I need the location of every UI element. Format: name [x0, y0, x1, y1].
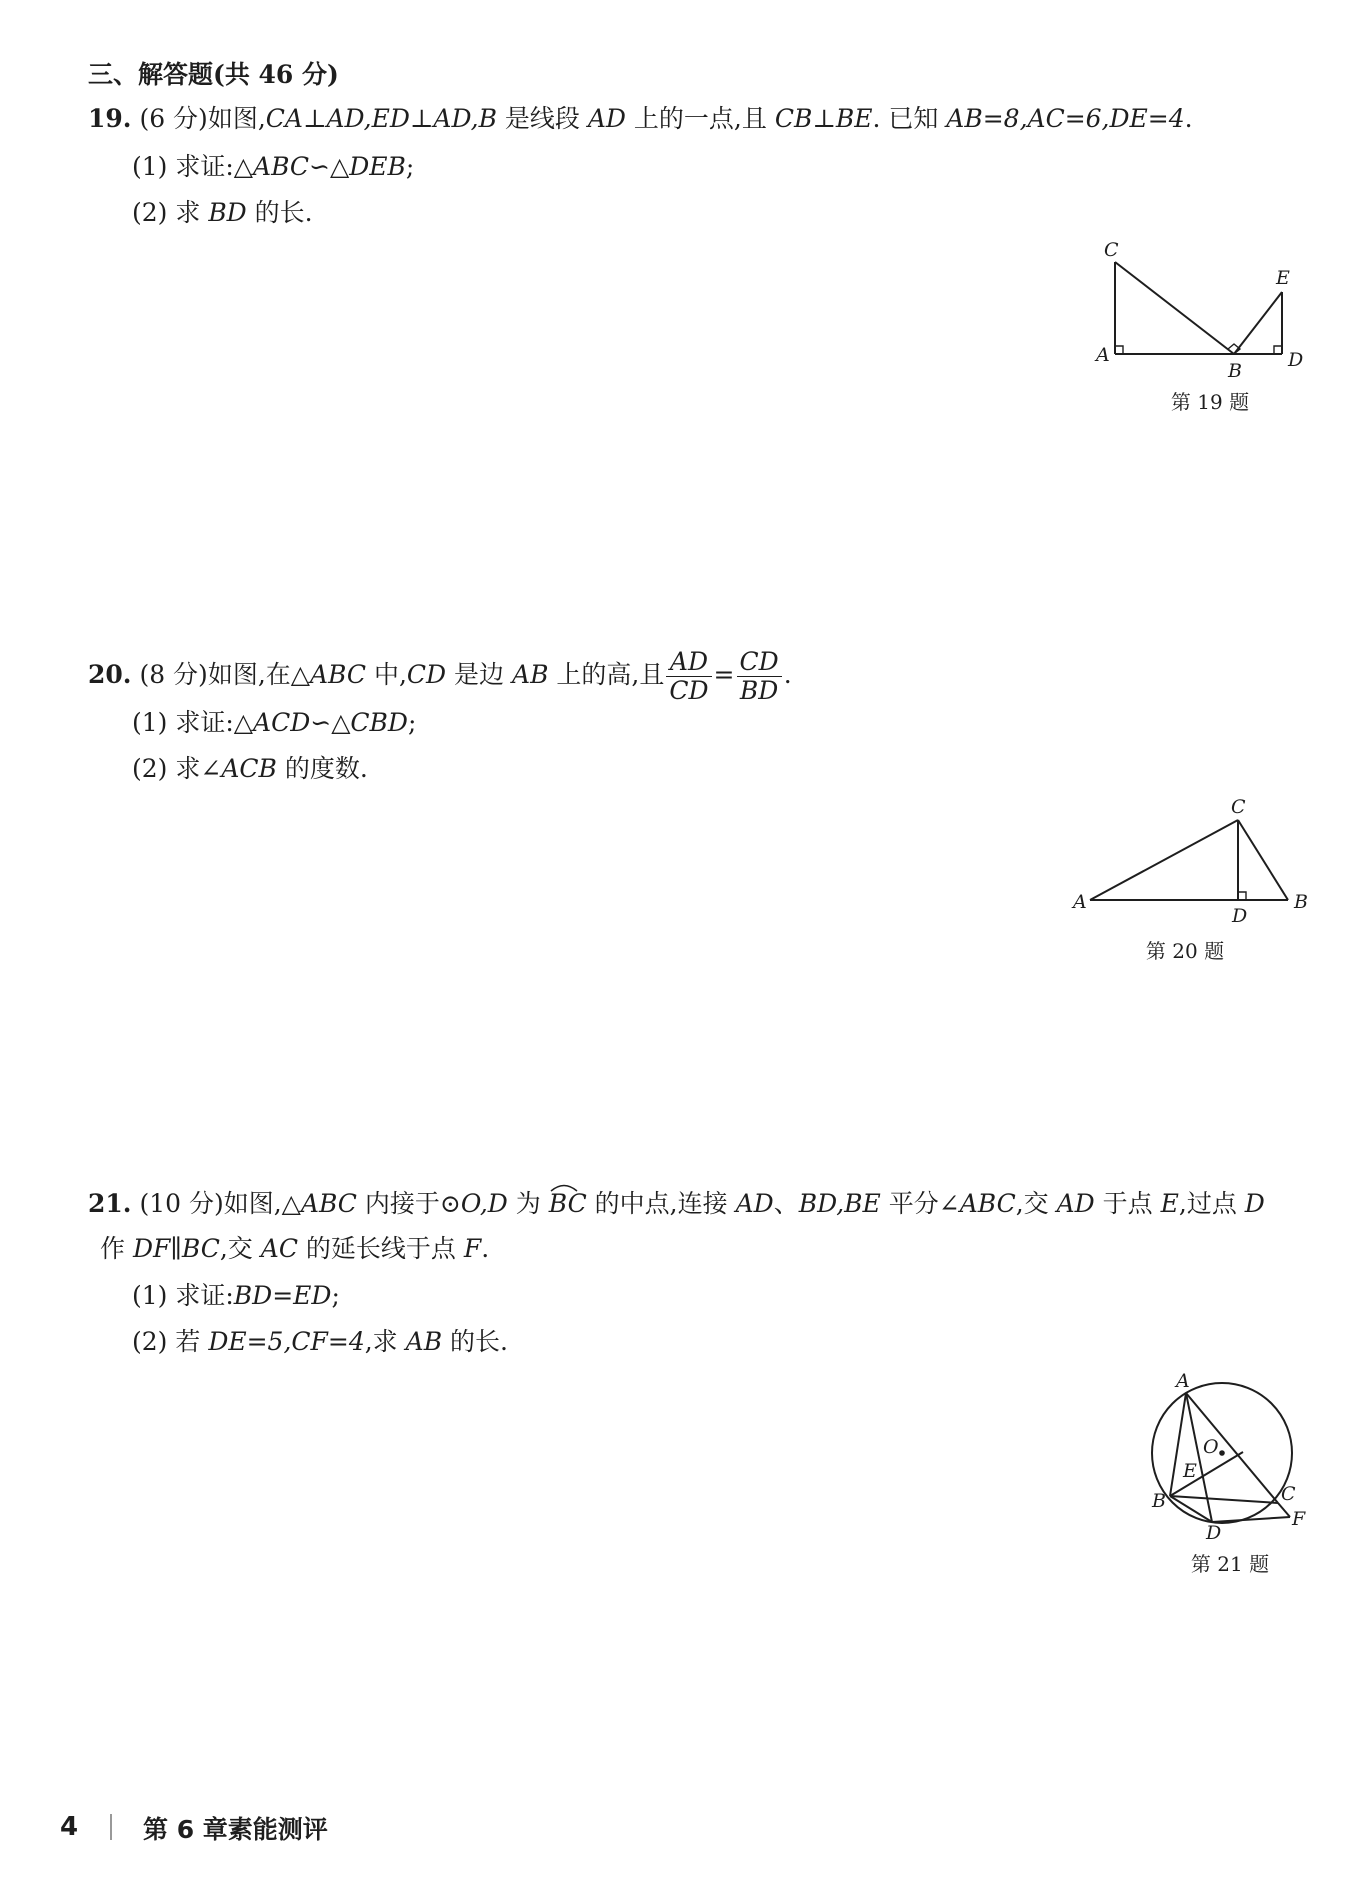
label-d: D: [1288, 349, 1304, 371]
label-c: C: [1104, 239, 1119, 261]
label-a: A: [1096, 344, 1110, 366]
fraction-cd-over-bd: $\frac{CD}{BD}$: [737, 648, 782, 705]
label-c: C: [1231, 796, 1246, 818]
segment-bd: [1170, 1496, 1212, 1522]
label-d: D: [1206, 1522, 1222, 1544]
label-e: E: [1276, 267, 1290, 289]
question-21-line-2: 作 DF∥BC,交 AC 的延长线于点 F.: [100, 1234, 490, 1263]
question-number: 19.: [88, 104, 132, 133]
label-d: D: [1232, 905, 1248, 927]
question-21-line-1: 21. (10 分)如图,△ABC 内接于⊙O,D 为 BC 的中点,连接 AD、BD,BE 平分∠ABC,交 AD 于点 E,过点 D: [88, 1187, 1265, 1221]
label-o: O: [1203, 1436, 1219, 1458]
label-b: B: [1152, 1490, 1166, 1512]
question-21-part-1: (1) 求证:BD=ED;: [132, 1281, 340, 1310]
right-angle-mark-d: [1238, 892, 1246, 900]
question-19-stem: 19. (6 分)如图,CA⊥AD,ED⊥AD,B 是线段 AD 上的一点,且 CB⊥BE. 已知 AB=8,AC=6,DE=4.: [88, 104, 1193, 133]
label-e: E: [1183, 1460, 1197, 1482]
figure-20: [1070, 795, 1320, 930]
segment-bc: [1170, 1496, 1278, 1503]
segment-be: [1170, 1452, 1243, 1496]
footer-divider: [110, 1814, 112, 1840]
figure-20-caption: 第 20 题: [1145, 939, 1225, 963]
center-point-o: [1219, 1450, 1225, 1456]
chapter-title: 第 6 章素能测评: [143, 1815, 328, 1844]
question-21-part-2: (2) 若 DE=5,CF=4,求 AB 的长.: [132, 1327, 508, 1356]
figure-21: [1140, 1365, 1310, 1544]
segment-cb: [1115, 262, 1234, 354]
right-angle-mark-a: [1115, 346, 1123, 354]
label-c: C: [1281, 1483, 1296, 1505]
arc-bc: BC: [549, 1187, 587, 1221]
question-19-part-2: (2) 求 BD 的长.: [132, 198, 313, 227]
segment-cb: [1238, 820, 1288, 900]
figure-21-diagram: [1140, 1365, 1310, 1544]
label-b: B: [1228, 360, 1242, 382]
figure-20-diagram: [1070, 795, 1320, 930]
segment-be: [1234, 292, 1282, 354]
segment-ac: [1090, 820, 1238, 900]
label-a: A: [1176, 1370, 1190, 1392]
section-heading: 三、解答题(共 46 分): [88, 60, 339, 89]
figure-21-caption: 第 21 题: [1190, 1552, 1270, 1576]
label-a: A: [1073, 891, 1087, 913]
question-number: 21.: [88, 1189, 132, 1218]
label-b: B: [1294, 891, 1308, 913]
question-20-stem: 20. (8 分)如图,在△ABC 中,CD 是边 AB 上的高,且 $\frac{AD}{CD}$ = $\frac{CD}{BD}$ .: [88, 647, 792, 705]
figure-19: [1090, 240, 1310, 380]
fraction-ad-over-cd: $\frac{AD}{CD}$: [666, 648, 711, 705]
label-f: F: [1292, 1508, 1306, 1530]
question-19-part-1: (1) 求证:△ABC∽△DEB;: [132, 152, 415, 181]
segment-cf: [1278, 1503, 1290, 1517]
question-number: 20.: [88, 660, 132, 689]
right-angle-mark-d: [1274, 346, 1282, 354]
question-20-part-1: (1) 求证:△ACD∽△CBD;: [132, 708, 417, 737]
arc-mark: [549, 1182, 579, 1192]
figure-19-caption: 第 19 题: [1170, 390, 1250, 414]
segment-ac-extended: [1186, 1393, 1278, 1503]
page-number: 4: [60, 1812, 79, 1842]
figure-19-diagram: [1090, 240, 1310, 380]
question-20-part-2: (2) 求∠ACB 的度数.: [132, 754, 368, 783]
